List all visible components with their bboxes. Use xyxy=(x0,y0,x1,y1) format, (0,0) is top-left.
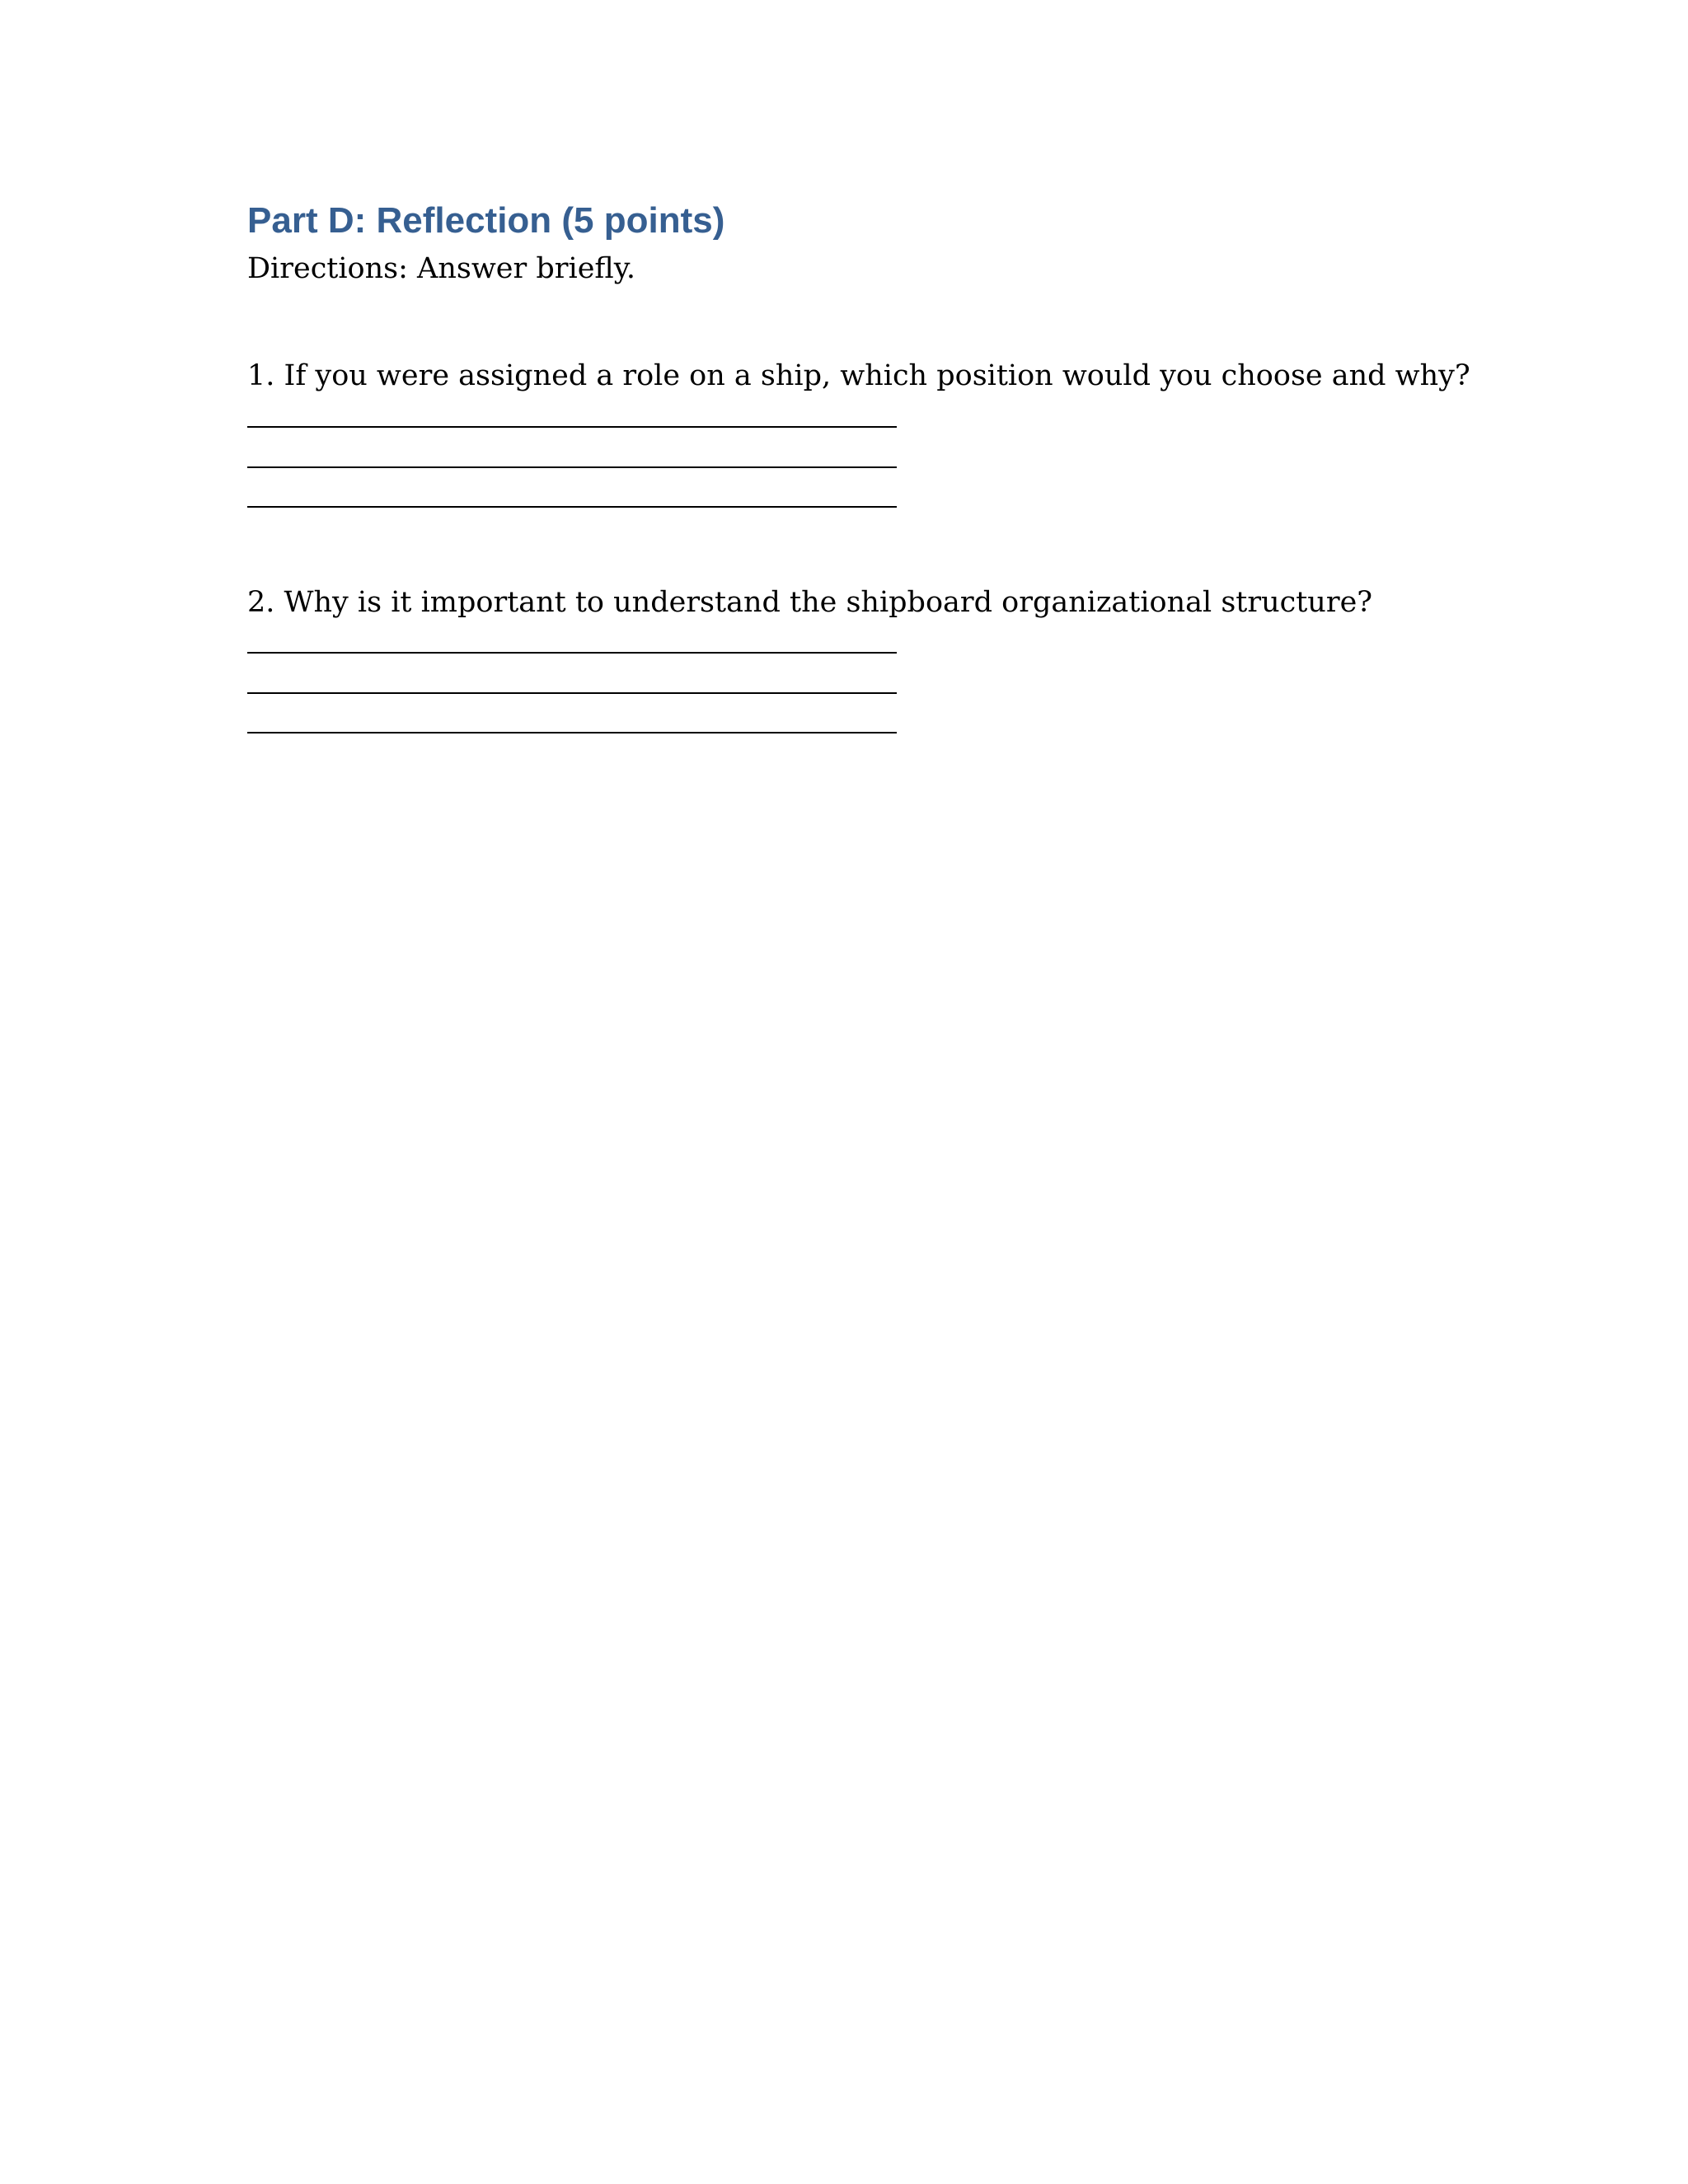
answer-line-q2-2[interactable] xyxy=(247,692,897,694)
question-1: 1. If you were assigned a role on a ship, which position would you choose and why? xyxy=(247,359,1470,392)
answer-line-q2-3[interactable] xyxy=(247,732,897,733)
answer-line-q1-1[interactable] xyxy=(247,426,897,428)
answer-line-q2-1[interactable] xyxy=(247,652,897,654)
question-2: 2. Why is it important to understand the shipboard organizational structure? xyxy=(247,586,1373,619)
answer-line-q1-3[interactable] xyxy=(247,506,897,508)
answer-line-q1-2[interactable] xyxy=(247,466,897,468)
directions-text: Directions: Answer briefly. xyxy=(247,252,635,285)
section-heading: Part D: Reflection (5 points) xyxy=(247,200,725,241)
